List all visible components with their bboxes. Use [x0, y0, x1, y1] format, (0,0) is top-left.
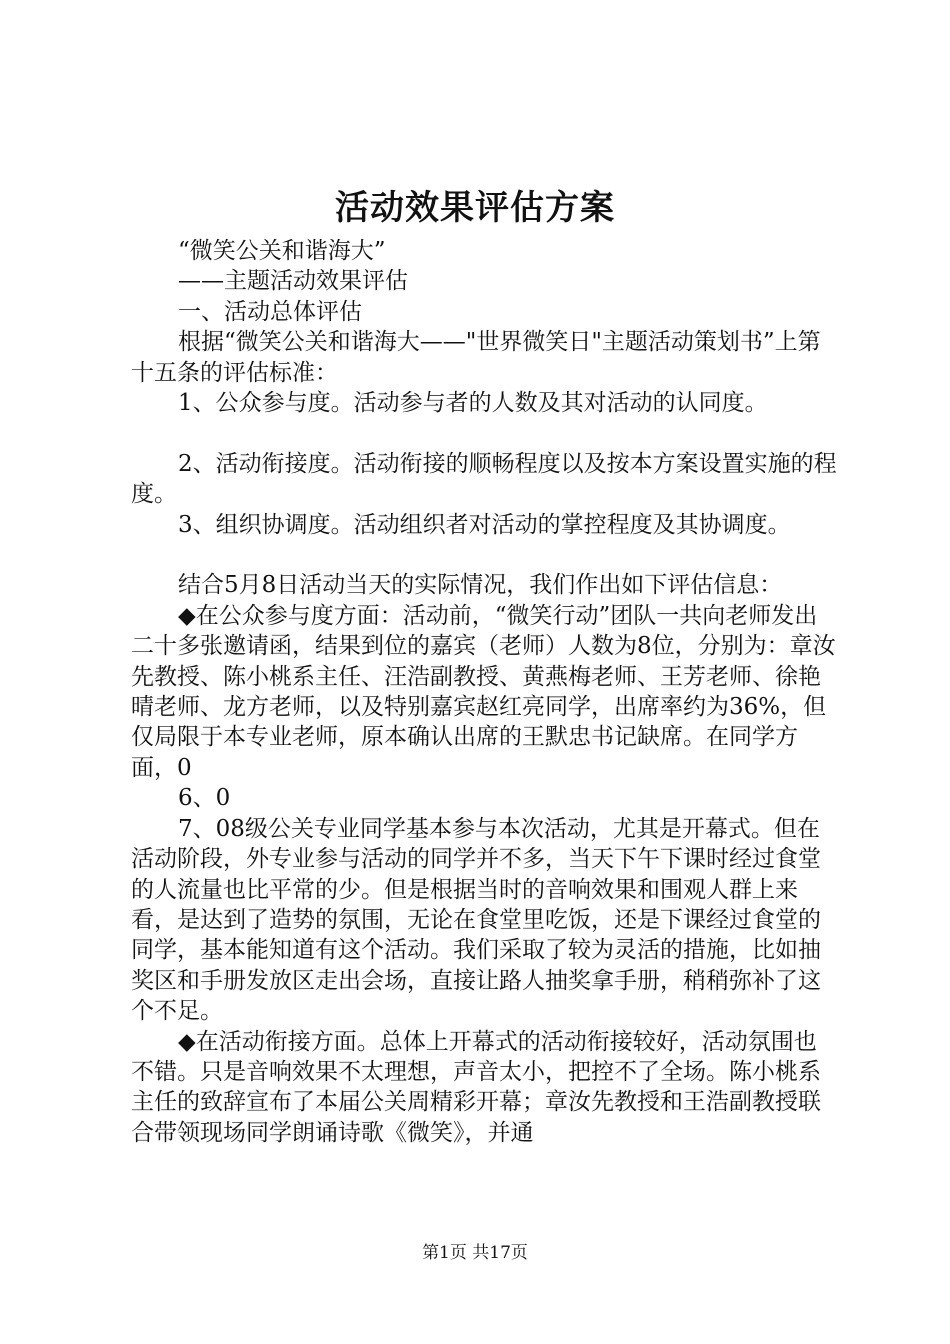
blank-line: [131, 540, 839, 570]
paragraph: ◆在活动衔接方面。总体上开幕式的活动衔接较好，活动氛围也不错。只是音响效果不太理想，声音太小，把控不了全场。陈小桃系主任的致辞宣布了本届公关周精彩开幕；章汝先教授和王浩副教授联合带领现场同学朗诵诗歌《微笑》，并通: [131, 1028, 821, 1146]
paragraph: 根据“微笑公关和谐海大——"世界微笑日"主题活动策划书”上第十五条的评估标准：: [131, 329, 821, 386]
section-heading: 一、活动总体评估: [178, 298, 362, 325]
paragraph: 6、0: [178, 785, 231, 812]
paragraph: 7、08级公关专业同学基本参与本次活动，尤其是开幕式。但在活动阶段，外专业参与活动的同学并不多，当天下午下课时经过食堂的人流量也比平常的少。但是根据当时的音响效果和围观人群上来看，是达到了造势的氛围，无论在食堂里吃饭，还是下课经过食堂的同学，基本能知道有这个活动。我们采取了较为灵活的措施，比如抽奖区和手册发放区走出会场，直接让路人抽奖拿手册，稍稍弥补了这个不足。: [131, 815, 821, 1025]
document-body: [131, 236, 839, 1148]
paragraph: 3、组织协调度。活动组织者对活动的掌控程度及其协调度。: [178, 511, 791, 538]
blank-line: [131, 418, 839, 448]
paragraph: 结合5月8日活动当天的实际情况，我们作出如下评估信息：: [178, 572, 783, 599]
paragraph: 1、公众参与度。活动参与者的人数及其对活动的认同度。: [178, 390, 768, 417]
subtitle-line-1: “微笑公关和谐海大”: [178, 238, 386, 264]
page-footer: 第1页 共17页: [422, 1243, 528, 1263]
document-title: 活动效果评估方案: [335, 188, 615, 228]
paragraph: 2、活动衔接度。活动衔接的顺畅程度以及按本方案设置实施的程度。: [131, 450, 837, 508]
paragraph: ◆在公众参与度方面：活动前，“微笑行动”团队一共向老师发出二十多张邀请函，结果到位的嘉宾（老师）人数为8位，分别为：章汝先教授、陈小桃系主任、汪浩副教授、黄燕梅老师、王芳老师、徐艳晴老师、龙方老师，以及特别嘉宾赵红亮同学，出席率约为36%，但仅局限于本专业老师，原本确认出席的王默忠书记缺席。在同学方面，0: [131, 602, 836, 781]
subtitle-line-2: ——主题活动效果评估: [178, 268, 408, 295]
